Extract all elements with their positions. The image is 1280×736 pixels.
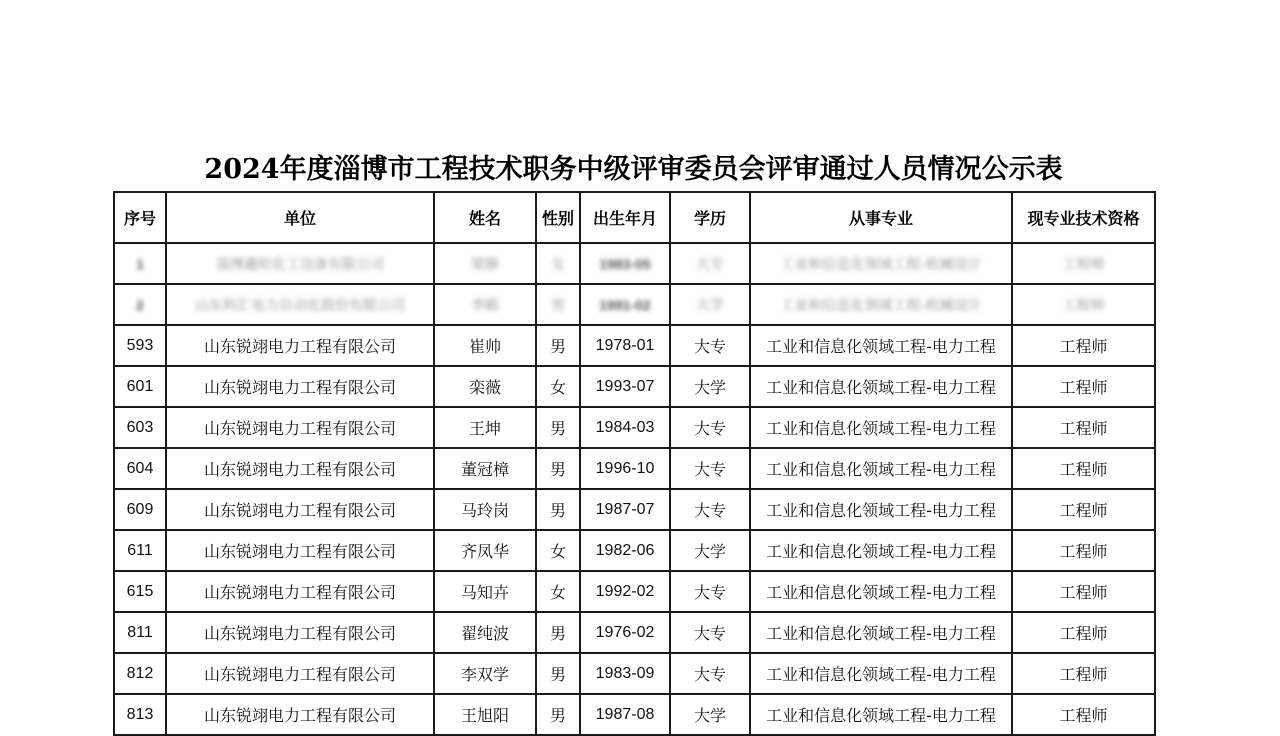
cell-unit: 山东锐翊电力工程有限公司 (166, 489, 434, 530)
cell-birth: 1987-08 (580, 694, 670, 735)
cell-serial: 615 (114, 571, 166, 612)
cell-education: 大专 (670, 653, 750, 694)
cell-major: 工业和信息化领域工程-机械设计 (750, 243, 1012, 284)
cell-gender: 男 (536, 284, 580, 325)
cell-education: 大学 (670, 530, 750, 571)
header-major: 从事专业 (750, 192, 1012, 243)
cell-qualification: 工程师 (1012, 612, 1155, 653)
table-row (114, 448, 1155, 489)
cell-serial: 601 (114, 366, 166, 407)
cell-gender: 女 (536, 366, 580, 407)
cell-qualification: 工程师 (1012, 448, 1155, 489)
cell-birth: 1984-03 (580, 407, 670, 448)
cell-name: 齐凤华 (434, 530, 536, 571)
cell-unit: 山东科汇电力自动化股份有限公司 (166, 284, 434, 325)
cell-major: 工业和信息化领域工程-电力工程 (750, 694, 1012, 735)
cell-gender: 男 (536, 489, 580, 530)
table-row (114, 407, 1155, 448)
cell-unit: 山东锐翊电力工程有限公司 (166, 530, 434, 571)
cell-gender: 男 (536, 612, 580, 653)
cell-qualification: 工程师 (1012, 489, 1155, 530)
cell-birth: 1976-02 (580, 612, 670, 653)
cell-major: 工业和信息化领域工程-电力工程 (750, 325, 1012, 366)
cell-education: 大学 (670, 694, 750, 735)
cell-gender: 男 (536, 407, 580, 448)
cell-birth: 1993-07 (580, 366, 670, 407)
cell-gender: 女 (536, 243, 580, 284)
cell-unit: 山东锐翊电力工程有限公司 (166, 366, 434, 407)
table-row (114, 653, 1155, 694)
cell-name: 董冠樟 (434, 448, 536, 489)
cell-name: 栾薇 (434, 366, 536, 407)
cell-education: 大专 (670, 407, 750, 448)
cell-qualification: 工程师 (1012, 325, 1155, 366)
header-birth: 出生年月 (580, 192, 670, 243)
cell-gender: 男 (536, 694, 580, 735)
cell-birth: 1996-10 (580, 448, 670, 489)
cell-education: 大学 (670, 366, 750, 407)
table-row (114, 366, 1155, 407)
cell-qualification: 工程师 (1012, 243, 1155, 284)
cell-education: 大专 (670, 243, 750, 284)
cell-unit: 淄博鑫哈化工设备有限公司 (166, 243, 434, 284)
cell-unit: 山东锐翊电力工程有限公司 (166, 571, 434, 612)
table-row (114, 530, 1155, 571)
cell-qualification: 工程师 (1012, 694, 1155, 735)
cell-major: 工业和信息化领域工程-电力工程 (750, 489, 1012, 530)
cell-serial: 593 (114, 325, 166, 366)
cell-major: 工业和信息化领域工程-电力工程 (750, 612, 1012, 653)
cell-unit: 山东锐翊电力工程有限公司 (166, 325, 434, 366)
cell-qualification: 工程师 (1012, 407, 1155, 448)
cell-major: 工业和信息化领域工程-电力工程 (750, 653, 1012, 694)
cell-qualification: 工程师 (1012, 366, 1155, 407)
cell-name: 李双学 (434, 653, 536, 694)
cell-education: 大专 (670, 448, 750, 489)
cell-major: 工业和信息化领域工程-机械设计 (750, 284, 1012, 325)
cell-name: 翟纯波 (434, 612, 536, 653)
table-row-blurred (114, 243, 1155, 284)
cell-name: 李路 (434, 284, 536, 325)
cell-birth: 1978-01 (580, 325, 670, 366)
table-row-blurred (114, 284, 1155, 325)
cell-gender: 男 (536, 448, 580, 489)
table-row (114, 571, 1155, 612)
cell-unit: 山东锐翊电力工程有限公司 (166, 612, 434, 653)
cell-gender: 女 (536, 571, 580, 612)
cell-serial: 604 (114, 448, 166, 489)
cell-unit: 山东锐翊电力工程有限公司 (166, 653, 434, 694)
cell-gender: 男 (536, 653, 580, 694)
cell-serial: 611 (114, 530, 166, 571)
cell-education: 大专 (670, 489, 750, 530)
header-name: 姓名 (434, 192, 536, 243)
header-education: 学历 (670, 192, 750, 243)
page-title: 2024年度淄博市工程技术职务中级评审委员会评审通过人员情况公示表 (204, 154, 1063, 185)
cell-name: 王旭阳 (434, 694, 536, 735)
cell-qualification: 工程师 (1012, 530, 1155, 571)
cell-serial: 812 (114, 653, 166, 694)
cell-name: 王坤 (434, 407, 536, 448)
header-qualification: 现专业技术资格 (1012, 192, 1155, 243)
roster-table (113, 191, 1156, 736)
table-header-row (114, 192, 1155, 243)
cell-education: 大专 (670, 325, 750, 366)
cell-serial: 609 (114, 489, 166, 530)
cell-birth: 1987-07 (580, 489, 670, 530)
cell-education: 大学 (670, 284, 750, 325)
cell-serial: 1 (114, 243, 166, 284)
cell-unit: 山东锐翊电力工程有限公司 (166, 694, 434, 735)
cell-serial: 2 (114, 284, 166, 325)
header-unit: 单位 (166, 192, 434, 243)
cell-major: 工业和信息化领域工程-电力工程 (750, 366, 1012, 407)
header-gender: 性别 (536, 192, 580, 243)
cell-name: 马玲岗 (434, 489, 536, 530)
cell-education: 大专 (670, 571, 750, 612)
cell-birth: 1991-02 (580, 284, 670, 325)
cell-major: 工业和信息化领域工程-电力工程 (750, 407, 1012, 448)
cell-major: 工业和信息化领域工程-电力工程 (750, 530, 1012, 571)
cell-qualification: 工程师 (1012, 571, 1155, 612)
cell-serial: 603 (114, 407, 166, 448)
cell-unit: 山东锐翊电力工程有限公司 (166, 448, 434, 489)
header-serial: 序号 (114, 192, 166, 243)
cell-gender: 女 (536, 530, 580, 571)
cell-birth: 1982-06 (580, 530, 670, 571)
cell-serial: 811 (114, 612, 166, 653)
table-row (114, 694, 1155, 735)
cell-qualification: 工程师 (1012, 284, 1155, 325)
cell-unit: 山东锐翊电力工程有限公司 (166, 407, 434, 448)
table-row (114, 489, 1155, 530)
cell-qualification: 工程师 (1012, 653, 1155, 694)
cell-birth: 1983-05 (580, 243, 670, 284)
cell-name: 马知卉 (434, 571, 536, 612)
table-row (114, 612, 1155, 653)
cell-birth: 1992-02 (580, 571, 670, 612)
cell-serial: 813 (114, 694, 166, 735)
cell-name: 崔帅 (434, 325, 536, 366)
cell-education: 大专 (670, 612, 750, 653)
cell-birth: 1983-09 (580, 653, 670, 694)
cell-name: 梁静 (434, 243, 536, 284)
cell-major: 工业和信息化领域工程-电力工程 (750, 448, 1012, 489)
table-row (114, 325, 1155, 366)
cell-gender: 男 (536, 325, 580, 366)
cell-major: 工业和信息化领域工程-电力工程 (750, 571, 1012, 612)
